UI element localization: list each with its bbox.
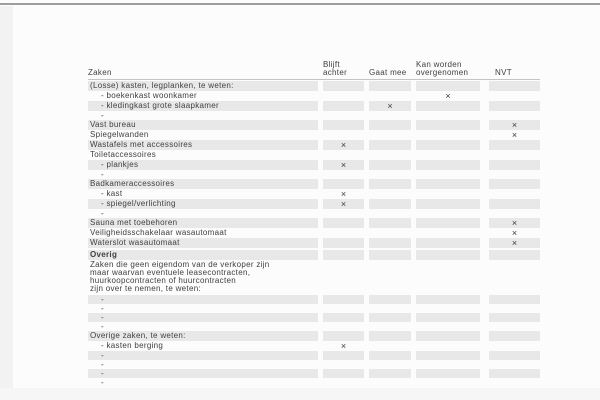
mark-cell-kan	[416, 81, 480, 91]
scan-bottom-margin	[0, 388, 600, 400]
table-row	[88, 189, 540, 199]
mark-cell-blijft	[323, 351, 364, 360]
item-label: - kast	[101, 189, 123, 198]
table-body	[88, 81, 540, 387]
x-mark: ×	[323, 140, 364, 150]
x-mark: ×	[489, 218, 540, 228]
column-header-blijft-achter: Blijft achter	[323, 60, 348, 77]
mark-cell-blijft	[323, 238, 364, 248]
item-label: Sauna met toebehoren	[88, 218, 318, 228]
mark-cell-kan	[416, 130, 480, 140]
mark-cell-blijft	[323, 91, 364, 101]
overig-description-line: maar waarvan eventuele leasecontracten,	[90, 268, 251, 277]
mark-cell-gaat	[369, 228, 411, 238]
empty-dash-row	[88, 304, 540, 313]
mark-cell-kan	[416, 179, 480, 189]
mark-cell-nvt	[489, 313, 540, 322]
empty-item-dash: -	[101, 322, 104, 331]
mark-cell-nvt	[489, 101, 540, 111]
item-label: Overig	[88, 250, 318, 260]
mark-cell-nvt	[489, 360, 540, 369]
mark-cell-blijft	[323, 250, 364, 260]
mark-cell-gaat	[369, 111, 411, 120]
item-label: Veiligheidsschakelaar wasautomaat	[90, 228, 227, 237]
item-label: Toiletaccessoires	[90, 150, 157, 159]
x-mark: ×	[489, 120, 540, 130]
mark-cell-blijft	[323, 150, 364, 160]
mark-cell-kan	[416, 150, 480, 160]
mark-cell-blijft	[323, 130, 364, 140]
empty-item-dash: -	[88, 313, 318, 322]
x-mark: ×	[511, 228, 518, 238]
mark-cell-kan	[416, 120, 480, 130]
item-label: - kasten berging	[101, 341, 164, 350]
mark-cell-nvt	[489, 179, 540, 189]
empty-item-dash: -	[88, 295, 318, 304]
mark-cell-blijft	[323, 111, 364, 120]
item-label: Overige zaken, te weten:	[88, 331, 318, 341]
table-row	[88, 331, 540, 341]
mark-cell-nvt	[489, 150, 540, 160]
mark-cell-gaat	[369, 130, 411, 140]
mark-cell-nvt	[489, 369, 540, 378]
mark-cell-blijft	[323, 313, 364, 322]
mark-cell-blijft	[323, 120, 364, 130]
mark-cell-gaat	[369, 378, 411, 387]
mark-cell-blijft	[323, 218, 364, 228]
mark-cell-kan	[416, 295, 480, 304]
mark-cell-kan	[416, 218, 480, 228]
empty-item-dash: -	[88, 369, 318, 378]
mark-cell-gaat	[369, 150, 411, 160]
mark-cell-blijft	[323, 304, 364, 313]
empty-dash-row	[88, 322, 540, 331]
mark-cell-blijft	[323, 322, 364, 331]
mark-cell-kan	[416, 378, 480, 387]
mark-cell-nvt	[489, 140, 540, 150]
empty-item-dash: -	[101, 170, 104, 179]
overig-description	[88, 260, 540, 295]
mark-cell-gaat	[369, 218, 411, 228]
empty-dash-row	[88, 170, 540, 179]
mark-cell-nvt	[489, 189, 540, 199]
mark-cell-kan	[416, 313, 480, 322]
mark-cell-nvt	[489, 111, 540, 120]
empty-item-dash: -	[88, 351, 318, 360]
column-header-zaken: Zaken	[88, 68, 112, 77]
item-label: - spiegel/verlichting	[88, 199, 318, 209]
table-row	[88, 160, 540, 170]
table-header-row	[88, 62, 540, 80]
mark-cell-gaat	[369, 189, 411, 199]
item-label: - kledingkast grote slaapkamer	[88, 101, 318, 111]
mark-cell-nvt	[489, 199, 540, 209]
mark-cell-gaat	[369, 91, 411, 101]
scan-left-margin	[0, 6, 13, 398]
mark-cell-kan	[416, 111, 480, 120]
mark-cell-gaat	[369, 209, 411, 218]
table-row	[88, 250, 540, 260]
mark-cell-gaat	[369, 81, 411, 91]
mark-cell-gaat	[369, 120, 411, 130]
mark-cell-gaat	[369, 322, 411, 331]
empty-dash-row	[88, 111, 540, 120]
mark-cell-kan	[416, 369, 480, 378]
page-top-border	[0, 3, 600, 5]
empty-dash-row	[88, 369, 540, 378]
empty-item-dash: -	[101, 378, 104, 387]
mark-cell-kan	[416, 351, 480, 360]
mark-cell-gaat	[369, 360, 411, 369]
mark-cell-kan	[416, 341, 480, 351]
mark-cell-nvt	[489, 81, 540, 91]
x-mark: ×	[489, 238, 540, 248]
item-label: Vast bureau	[88, 120, 318, 130]
item-label: Wastafels met accessoires	[88, 140, 318, 150]
item-label: Spiegelwanden	[90, 130, 149, 139]
items-table	[88, 62, 540, 387]
mark-cell-nvt	[489, 170, 540, 179]
empty-dash-row	[88, 295, 540, 304]
column-header-nvt: NVT	[495, 68, 512, 77]
table-row	[88, 130, 540, 140]
empty-item-dash: -	[101, 304, 104, 313]
x-mark: ×	[340, 341, 347, 351]
x-mark: ×	[445, 91, 451, 101]
empty-item-dash: -	[101, 360, 104, 369]
table-row	[88, 238, 540, 248]
table-row	[88, 81, 540, 91]
empty-item-dash: -	[101, 111, 104, 120]
mark-cell-kan	[416, 101, 480, 111]
mark-cell-kan	[416, 140, 480, 150]
item-label: - boekenkast woonkamer	[101, 91, 197, 100]
mark-cell-blijft	[323, 170, 364, 179]
table-row	[88, 341, 540, 351]
mark-cell-nvt	[489, 209, 540, 218]
column-header-gaat-mee: Gaat mee	[369, 68, 407, 77]
column-header-kan-worden-overgenomen: Kan worden overgenomen	[416, 60, 469, 77]
item-label: (Losse) kasten, legplanken, te weten:	[88, 81, 318, 91]
mark-cell-blijft	[323, 228, 364, 238]
mark-cell-kan	[416, 360, 480, 369]
mark-cell-nvt	[489, 295, 540, 304]
empty-dash-row	[88, 360, 540, 369]
mark-cell-blijft	[323, 360, 364, 369]
mark-cell-gaat	[369, 170, 411, 179]
mark-cell-blijft	[323, 101, 364, 111]
mark-cell-blijft	[323, 295, 364, 304]
mark-cell-gaat	[369, 179, 411, 189]
item-label: - plankjes	[88, 160, 318, 170]
overig-description-line: Zaken die geen eigendom van de verkoper zijn	[90, 260, 270, 269]
mark-cell-kan	[416, 322, 480, 331]
mark-cell-kan	[416, 199, 480, 209]
mark-cell-kan	[416, 250, 480, 260]
item-label: Badkameraccessoires	[88, 179, 318, 189]
mark-cell-gaat	[369, 304, 411, 313]
mark-cell-gaat	[369, 250, 411, 260]
table-row	[88, 150, 540, 160]
mark-cell-kan	[416, 160, 480, 170]
mark-cell-gaat	[369, 160, 411, 170]
mark-cell-kan	[416, 170, 480, 179]
mark-cell-gaat	[369, 295, 411, 304]
empty-item-dash: -	[101, 209, 104, 218]
overig-description-line: huurkoopcontracten of huurcontracten	[90, 276, 236, 285]
mark-cell-gaat	[369, 369, 411, 378]
x-mark: ×	[323, 160, 364, 170]
mark-cell-nvt	[489, 91, 540, 101]
x-mark: ×	[323, 199, 364, 209]
mark-cell-nvt	[489, 331, 540, 341]
table-row	[88, 101, 540, 111]
mark-cell-gaat	[369, 341, 411, 351]
mark-cell-gaat	[369, 238, 411, 248]
mark-cell-gaat	[369, 199, 411, 209]
table-row	[88, 228, 540, 238]
mark-cell-kan	[416, 331, 480, 341]
mark-cell-nvt	[489, 341, 540, 351]
mark-cell-blijft	[323, 369, 364, 378]
table-row	[88, 91, 540, 101]
mark-cell-kan	[416, 238, 480, 248]
mark-cell-blijft	[323, 378, 364, 387]
empty-dash-row	[88, 313, 540, 322]
mark-cell-blijft	[323, 209, 364, 218]
mark-cell-kan	[416, 209, 480, 218]
mark-cell-nvt	[489, 250, 540, 260]
mark-cell-nvt	[489, 351, 540, 360]
x-mark: ×	[340, 189, 347, 199]
mark-cell-blijft	[323, 331, 364, 341]
mark-cell-gaat	[369, 313, 411, 322]
mark-cell-gaat	[369, 351, 411, 360]
mark-cell-nvt	[489, 160, 540, 170]
mark-cell-kan	[416, 189, 480, 199]
mark-cell-blijft	[323, 81, 364, 91]
x-mark: ×	[369, 101, 411, 111]
mark-cell-blijft	[323, 179, 364, 189]
mark-cell-kan	[416, 228, 480, 238]
mark-cell-nvt	[489, 322, 540, 331]
table-row	[88, 199, 540, 209]
x-mark: ×	[511, 130, 518, 140]
mark-cell-gaat	[369, 140, 411, 150]
mark-cell-nvt	[489, 304, 540, 313]
empty-dash-row	[88, 378, 540, 387]
table-row	[88, 120, 540, 130]
item-label: Waterslot wasautomaat	[88, 238, 318, 248]
mark-cell-nvt	[489, 378, 540, 387]
table-row	[88, 140, 540, 150]
table-row	[88, 179, 540, 189]
mark-cell-gaat	[369, 331, 411, 341]
mark-cell-kan	[416, 304, 480, 313]
table-row	[88, 218, 540, 228]
overig-description-line: zijn over te nemen, te weten:	[90, 284, 201, 293]
empty-dash-row	[88, 351, 540, 360]
empty-dash-row	[88, 209, 540, 218]
